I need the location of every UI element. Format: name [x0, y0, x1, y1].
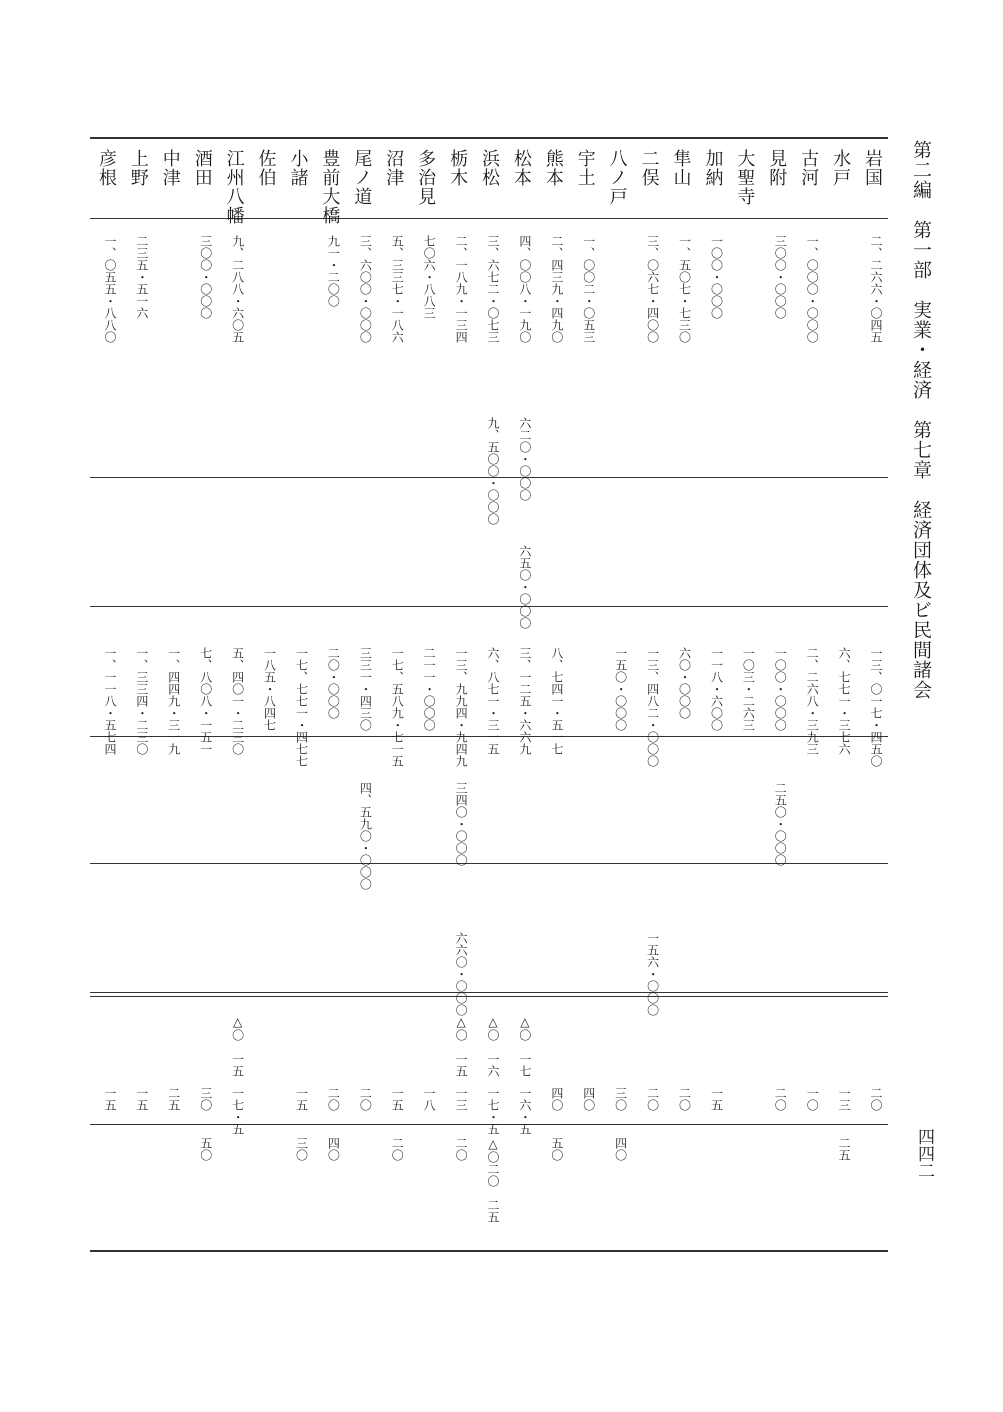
value-cell: 二一一・〇〇〇: [422, 647, 437, 731]
value-cell: 一五: [102, 1087, 117, 1111]
town-name-cell: 宇土: [574, 149, 596, 187]
value-cell: 一三: [837, 1087, 852, 1111]
value-cell: 四〇: [613, 1137, 628, 1161]
value-cell: 九、五〇〇・〇〇〇: [486, 417, 500, 525]
value-cell: 二五: [837, 1137, 852, 1161]
value-cell: 二〇: [454, 1137, 469, 1161]
town-name-cell: 松本: [510, 149, 532, 187]
table-column: [668, 137, 694, 1252]
table-column: [859, 137, 885, 1252]
value-cell: 八、七四一・五一七: [549, 647, 564, 755]
value-cell: 二、一八九・一三四: [454, 235, 469, 343]
value-cell: 一七・五: [486, 1087, 500, 1135]
value-cell: 一、三三四・二三〇: [134, 647, 149, 755]
town-name-cell: 熊本: [542, 149, 564, 187]
value-cell: 一三、四八二・〇〇〇: [645, 647, 660, 767]
town-name-cell: 古河: [798, 149, 820, 187]
value-cell: 五、三三七・一八六: [390, 235, 405, 343]
table-column: [380, 137, 406, 1252]
value-cell: 六五〇・〇〇〇: [517, 545, 532, 629]
page-number: 四四二: [914, 1128, 934, 1179]
value-cell: 二五: [166, 1087, 181, 1111]
town-name-cell: 尾ノ道: [351, 149, 373, 206]
value-cell: 六、八七一・三一五: [486, 647, 500, 755]
table-column: [284, 137, 310, 1252]
value-cell: △〇 一五: [230, 1015, 245, 1077]
value-cell: 二〇: [869, 1087, 884, 1111]
town-name-cell: 加納: [702, 149, 724, 187]
value-cell: 一五: [134, 1087, 149, 1111]
table-column: [189, 137, 215, 1252]
town-name-cell: 浜松: [479, 149, 500, 187]
value-cell: 一〇〇・〇〇〇: [709, 235, 724, 319]
value-cell: 一五: [390, 1087, 405, 1111]
town-name-cell: 沼津: [383, 149, 405, 187]
town-name-cell: 見附: [766, 149, 788, 187]
value-cell: 一一八・六〇〇: [709, 647, 724, 731]
value-cell: 二五〇・〇〇〇: [773, 782, 788, 866]
value-cell: 一、〇〇二・〇五三: [581, 235, 596, 343]
town-name-cell: 上野: [127, 149, 149, 187]
value-cell: 一、五〇七・七三〇: [677, 235, 692, 343]
value-cell: 一五六・〇〇〇: [645, 932, 660, 1016]
value-cell: 三、一二五・六六九: [517, 647, 532, 755]
table-column: [763, 137, 789, 1252]
value-cell: 四〇: [549, 1087, 564, 1111]
town-name-cell: 豊前大橋: [319, 149, 341, 225]
value-cell: 二〇: [773, 1087, 788, 1111]
town-name-cell: 彦根: [95, 149, 117, 187]
value-cell: 一八五・八四七: [262, 647, 277, 731]
value-cell: 一七、七七一・四七七: [294, 647, 309, 767]
table-column: [412, 137, 438, 1252]
value-cell: 一八: [422, 1087, 437, 1111]
town-name-cell: 酒田: [191, 149, 213, 187]
value-cell: 三〇: [198, 1087, 213, 1111]
table-column: [444, 137, 470, 1252]
table-column: [316, 137, 342, 1252]
value-cell: 一三、〇一七・四五〇: [869, 647, 884, 767]
value-cell: 六〇・〇〇〇: [677, 647, 692, 719]
value-cell: 二〇: [390, 1137, 405, 1161]
value-cell: 一三、九九四・九四九: [454, 647, 469, 767]
table-column: [827, 137, 853, 1252]
town-name-cell: 隼山: [670, 149, 692, 187]
value-cell: 一五: [294, 1087, 309, 1111]
town-name-cell: 江州八幡: [223, 149, 245, 225]
table-column: [795, 137, 821, 1252]
value-cell: 二〇: [677, 1087, 692, 1111]
value-cell: 三、〇六七・四〇〇: [645, 235, 660, 343]
value-cell: 三、六〇〇・〇〇〇: [358, 235, 373, 343]
value-cell: 三〇: [294, 1137, 309, 1161]
value-cell: 二〇: [645, 1087, 660, 1111]
town-name-cell: 二俣: [638, 149, 660, 187]
town-name-cell: 岩国: [862, 149, 884, 187]
town-name-cell: 中津: [159, 149, 181, 187]
table-column: [540, 137, 566, 1252]
value-cell: 一七・五: [230, 1087, 245, 1135]
town-name-cell: 佐伯: [255, 149, 277, 187]
value-cell: 一〇三・二六三: [741, 647, 756, 731]
value-cell: 三三一・四三〇: [358, 647, 373, 731]
value-cell: 三〇〇・〇〇〇: [773, 235, 788, 319]
value-cell: 四、五九〇・〇〇〇: [358, 782, 373, 890]
value-cell: 一、四四九・三一九: [166, 647, 181, 755]
table-column: [476, 137, 502, 1252]
value-cell: 九一・二〇〇: [326, 235, 341, 307]
value-cell: 二、四三九・四九〇: [549, 235, 564, 343]
table-column: [93, 137, 119, 1252]
value-cell: △〇 一六: [486, 1015, 500, 1077]
value-cell: 五〇: [198, 1137, 213, 1161]
town-name-cell: 水戸: [830, 149, 852, 187]
value-cell: 一、〇〇〇・〇〇〇: [805, 235, 820, 343]
value-cell: 一三: [454, 1087, 469, 1111]
value-cell: 六二〇・〇〇〇: [517, 417, 532, 501]
town-name-cell: 小諸: [287, 149, 309, 187]
table-column: [348, 137, 374, 1252]
table-column: [604, 137, 630, 1252]
running-head: 第二編 第一部 実業・経済 第七章 経済団体及ビ民間諸会: [910, 140, 932, 700]
data-table: [90, 137, 888, 1252]
value-cell: 四〇: [581, 1087, 596, 1111]
value-cell: 一〇: [805, 1087, 820, 1111]
table-column: [572, 137, 598, 1252]
value-cell: 七、八〇八・一五一: [198, 647, 213, 755]
table-column: [731, 137, 757, 1252]
value-cell: △〇 一五: [454, 1015, 469, 1077]
table-column: [157, 137, 183, 1252]
table-column: [636, 137, 662, 1252]
town-name-cell: 八ノ戸: [606, 149, 628, 206]
town-name-cell: 栃木: [447, 149, 469, 187]
value-cell: 九、二八八・六〇五: [230, 235, 245, 343]
value-cell: 三〇〇・〇〇〇: [198, 235, 213, 319]
value-cell: △〇二〇 二五: [486, 1137, 500, 1223]
value-cell: 一五: [709, 1087, 724, 1111]
value-cell: 六、七七一・三七六: [837, 647, 852, 755]
value-cell: 二〇: [326, 1087, 341, 1111]
town-name-cell: 大聖寺: [734, 149, 756, 206]
table-column: [125, 137, 151, 1252]
value-cell: 六六〇・〇〇〇: [454, 932, 469, 1016]
town-name-cell: 多治見: [415, 149, 437, 206]
value-cell: 二、二六六・〇四五: [869, 235, 884, 343]
value-cell: 一六・五: [517, 1087, 532, 1135]
value-cell: 二〇・〇〇〇: [326, 647, 341, 719]
value-cell: 三四〇・〇〇〇: [454, 782, 469, 866]
value-cell: 七〇六・八八三: [422, 235, 437, 319]
value-cell: 一五〇・〇〇〇: [613, 647, 628, 731]
value-cell: 三、六七二・〇七三: [486, 235, 500, 343]
value-cell: 二〇: [358, 1087, 373, 1111]
value-cell: 三〇: [613, 1087, 628, 1111]
table-column: [253, 137, 279, 1252]
value-cell: 二三五・五一六: [134, 235, 149, 319]
value-cell: 四〇: [326, 1137, 341, 1161]
value-cell: 五、四〇一・二三〇: [230, 647, 245, 755]
value-cell: 二、二六八・三九三: [805, 647, 820, 755]
table-column: [221, 137, 247, 1252]
table-column: [508, 137, 534, 1252]
value-cell: 一、一一八・五七四: [102, 647, 117, 755]
value-cell: 一〇〇・〇〇〇: [773, 647, 788, 731]
value-cell: 四、〇〇八・一九〇: [517, 235, 532, 343]
value-cell: 一七、五八九・七一五: [390, 647, 405, 767]
value-cell: 五〇: [549, 1137, 564, 1161]
value-cell: △〇 一七: [517, 1015, 532, 1077]
table-column: [699, 137, 725, 1252]
value-cell: 一、〇五五・八八〇: [102, 235, 117, 343]
